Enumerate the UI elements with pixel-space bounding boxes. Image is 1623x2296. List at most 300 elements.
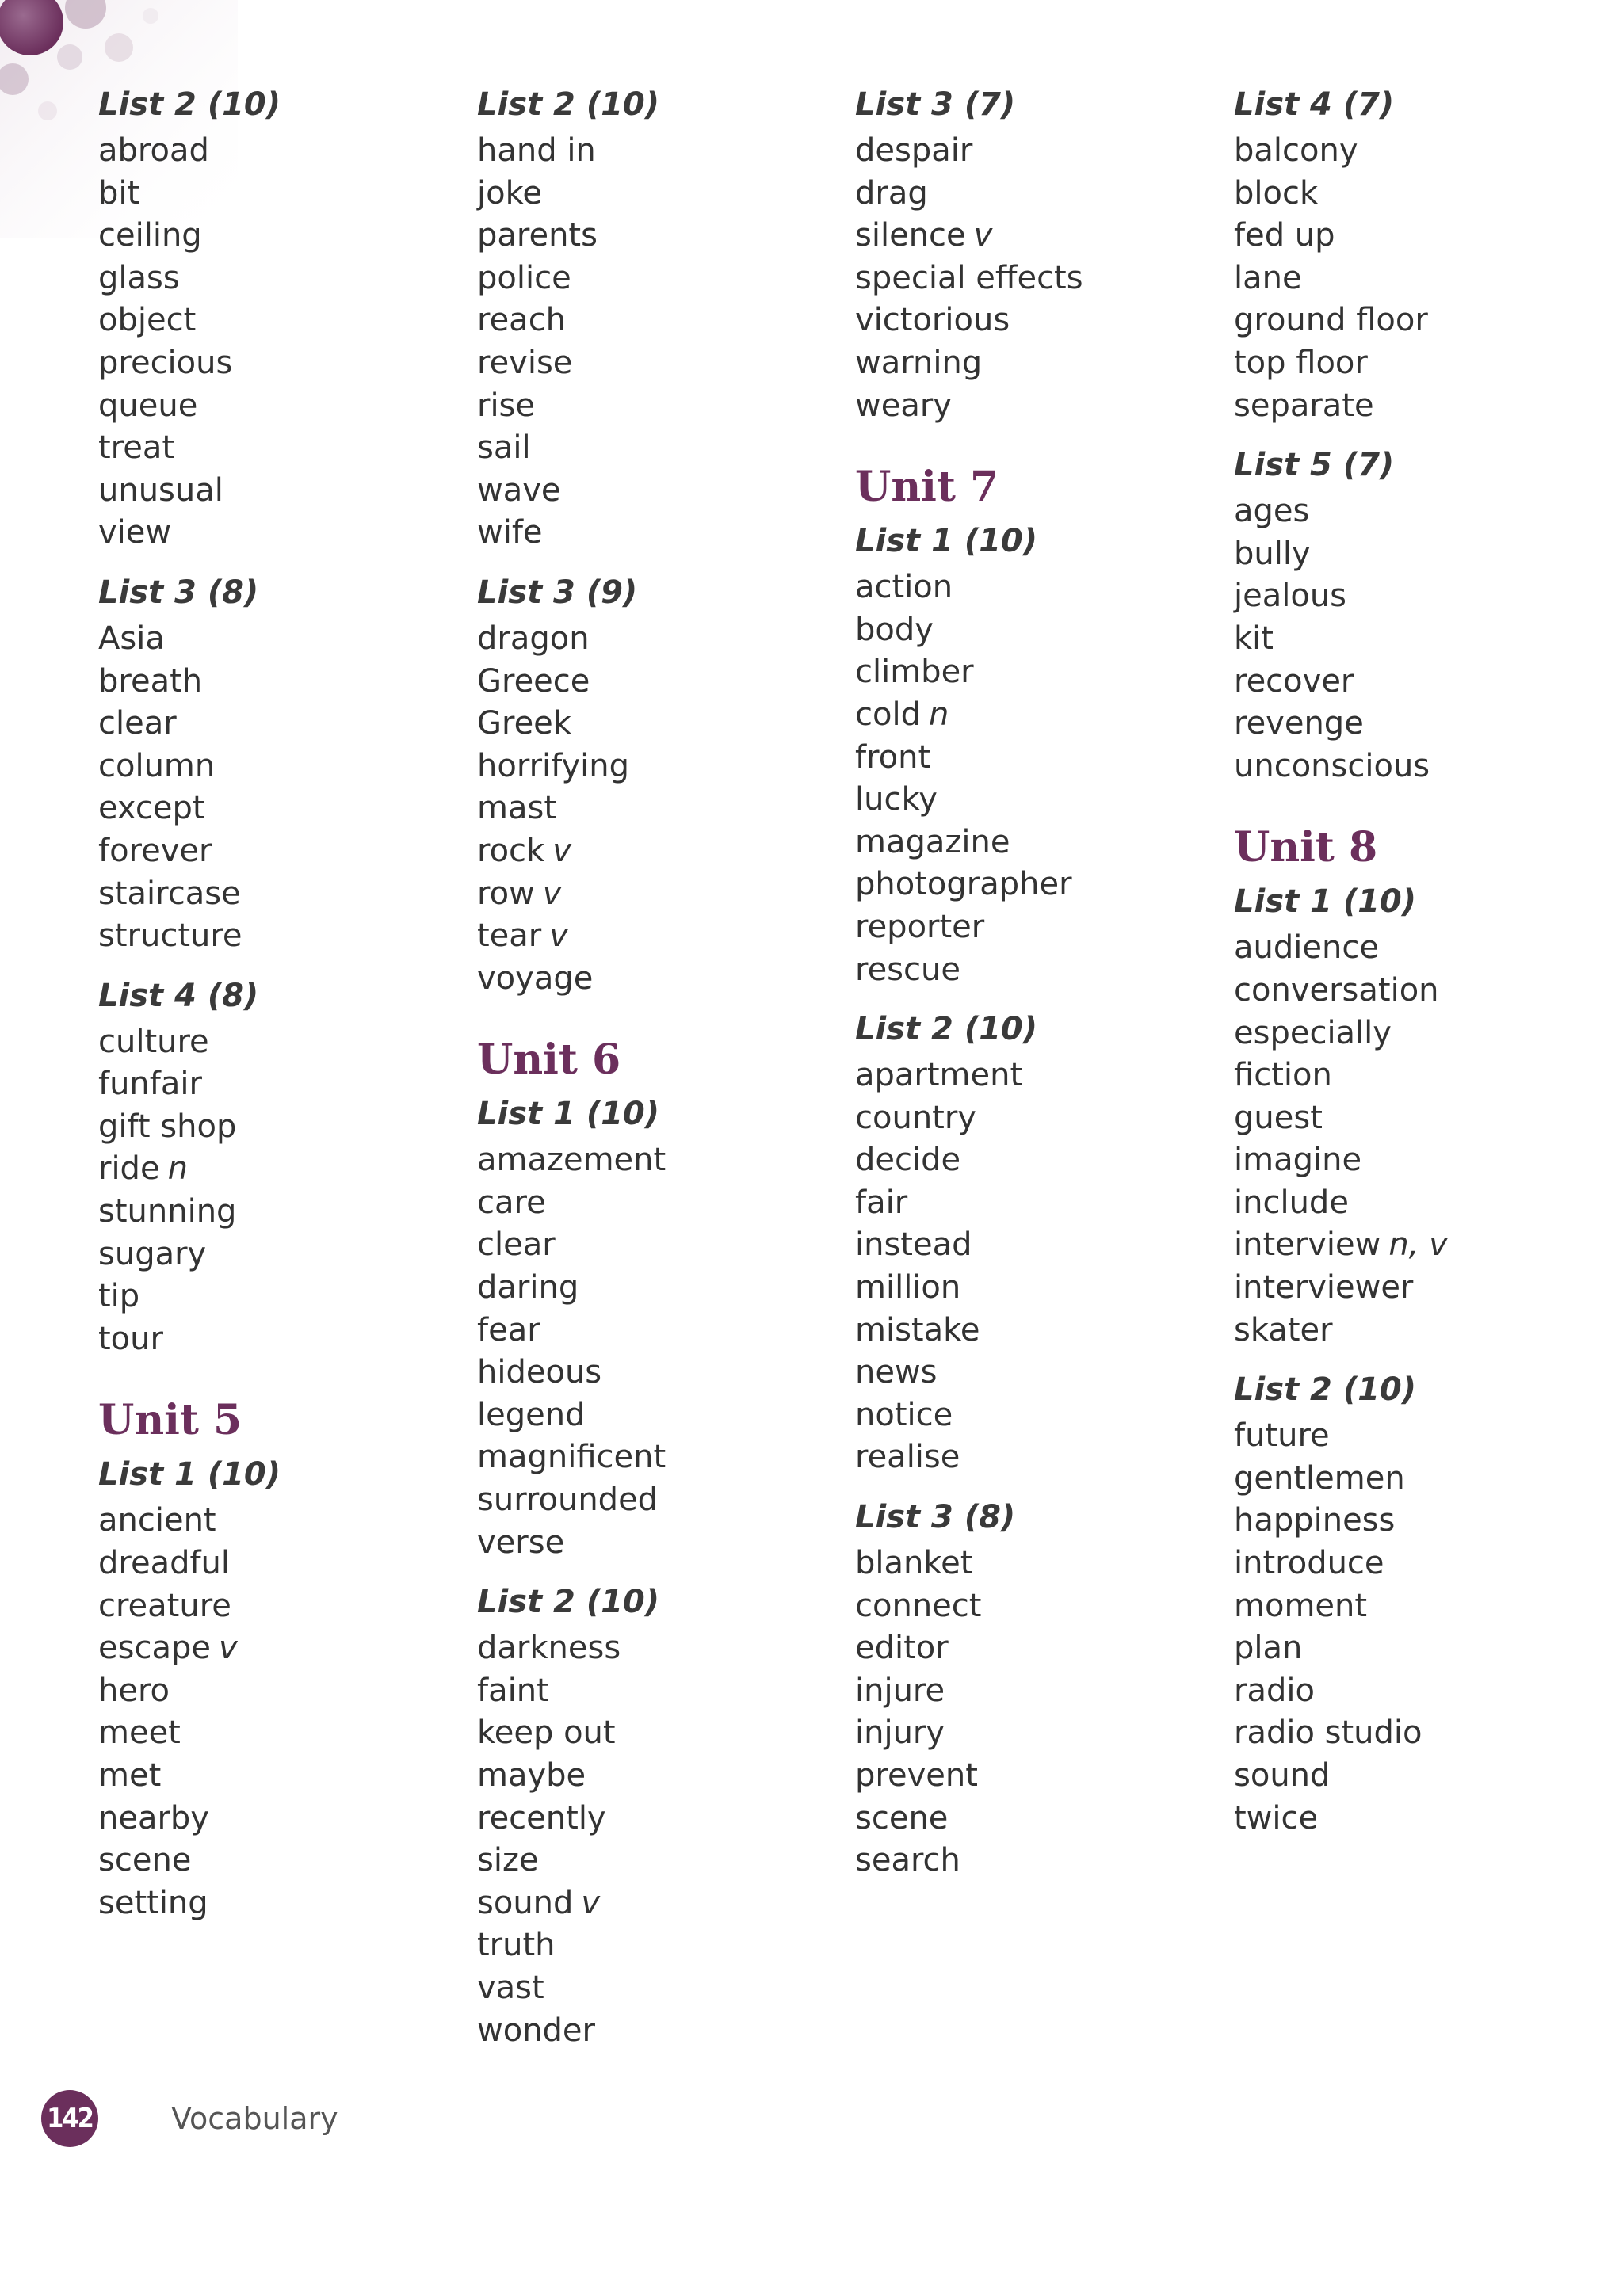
word-text: Greek [477, 705, 571, 742]
vocabulary-word [98, 1585, 447, 1628]
word-text: bit [98, 174, 140, 212]
vocabulary-word [98, 1500, 447, 1543]
word-text: tip [98, 1278, 140, 1315]
vocabulary-word [98, 1276, 447, 1318]
word-text: instead [855, 1226, 972, 1264]
word-list [855, 130, 1204, 427]
word-text: ride [98, 1150, 160, 1188]
word-text: balcony [1234, 132, 1358, 169]
vocabulary-word [98, 173, 447, 215]
vocabulary-word [855, 1840, 1204, 1882]
word-list-section [98, 971, 447, 1361]
vocabulary-word [477, 1522, 826, 1565]
word-text: Greece [477, 662, 590, 700]
word-text: million [855, 1269, 961, 1306]
part-of-speech: v [542, 875, 562, 912]
vocabulary-word [477, 1670, 826, 1713]
word-text: connect [855, 1587, 982, 1624]
vocabulary-word [477, 661, 826, 704]
vocabulary-word [98, 130, 447, 173]
word-list-section [477, 1032, 826, 1564]
vocabulary-word [1234, 1585, 1583, 1628]
word-list-section [98, 567, 447, 958]
word-text: tear [477, 917, 542, 955]
word-list-section [855, 1004, 1204, 1479]
vocabulary-word [855, 1097, 1204, 1140]
word-list-section [477, 567, 826, 1000]
vocabulary-word [477, 1627, 826, 1670]
word-text: joke [477, 174, 542, 212]
word-text: separate [1234, 387, 1374, 424]
column-4 [1234, 79, 1583, 1840]
word-text: mistake [855, 1311, 980, 1348]
word-text: culture [98, 1023, 209, 1060]
list-heading: List 2 (10) [855, 1011, 1038, 1048]
column-1 [98, 79, 447, 1924]
word-text: object [98, 302, 197, 339]
list-heading: List 4 (8) [98, 977, 259, 1014]
vocabulary-word [855, 1055, 1204, 1097]
vocabulary-word [477, 1394, 826, 1437]
vocabulary-word [477, 1840, 826, 1882]
word-text: meet [98, 1714, 181, 1752]
word-text: dragon [477, 620, 590, 657]
word-text: climber [855, 654, 974, 691]
vocabulary-word [98, 342, 447, 385]
word-list-section [1234, 1364, 1583, 1840]
word-text: recover [1234, 662, 1354, 700]
vocabulary-word [1234, 490, 1583, 533]
word-text: guest [1234, 1099, 1323, 1136]
vocabulary-word [98, 1318, 447, 1361]
word-text: interview [1234, 1226, 1381, 1264]
unit-heading: Unit 6 [477, 1035, 621, 1085]
vocabulary-word [1234, 533, 1583, 576]
word-text: silence [855, 217, 966, 254]
word-text: victorious [855, 302, 1010, 339]
vocabulary-word [855, 1543, 1204, 1585]
vocabulary-word [855, 694, 1204, 737]
vocabulary-word [855, 1585, 1204, 1628]
word-text: precious [98, 344, 233, 381]
column-3 [855, 79, 1204, 1882]
word-text: recently [477, 1799, 606, 1836]
vocabulary-word [855, 1670, 1204, 1713]
word-text: creature [98, 1587, 231, 1624]
word-text: conversation [1234, 971, 1439, 1009]
vocabulary-word [855, 779, 1204, 822]
word-text: introduce [1234, 1545, 1384, 1582]
vocabulary-word [477, 703, 826, 746]
vocabulary-word [477, 1352, 826, 1394]
vocabulary-word [477, 873, 826, 916]
vocabulary-word [1234, 1139, 1583, 1182]
word-text: moment [1234, 1587, 1368, 1624]
list-heading: List 5 (7) [1234, 447, 1395, 484]
vocabulary-word [855, 1267, 1204, 1310]
word-text: magazine [855, 823, 1010, 860]
word-text: parents [477, 217, 598, 254]
word-text: interviewer [1234, 1269, 1414, 1306]
vocabulary-word [477, 830, 826, 873]
word-text: wave [477, 471, 561, 509]
unit-heading: Unit 7 [855, 463, 999, 512]
word-list-section [855, 1492, 1204, 1882]
list-heading: List 1 (10) [98, 1456, 281, 1493]
vocabulary-word [477, 958, 826, 1001]
vocabulary-word [855, 1310, 1204, 1352]
word-text: size [477, 1842, 539, 1879]
part-of-speech: v [973, 217, 993, 254]
vocabulary-word [98, 1543, 447, 1585]
word-list [477, 130, 826, 555]
vocabulary-word [1234, 1627, 1583, 1670]
vocabulary-word [1234, 927, 1583, 970]
word-text: cold [855, 696, 921, 733]
vocabulary-word [1234, 173, 1583, 215]
word-list [477, 1139, 826, 1564]
vocabulary-word [477, 915, 826, 958]
word-text: fed up [1234, 217, 1335, 254]
word-text: police [477, 259, 571, 296]
vocabulary-word [477, 1224, 826, 1267]
vocabulary-word [1234, 746, 1583, 788]
word-list-section [855, 79, 1204, 427]
vocabulary-word [855, 737, 1204, 780]
word-text: sound [477, 1884, 574, 1921]
vocabulary-word [477, 1310, 826, 1352]
vocabulary-word [98, 1021, 447, 1064]
vocabulary-word [1234, 299, 1583, 342]
word-text: rock [477, 832, 545, 869]
vocabulary-word [98, 830, 447, 873]
vocabulary-word [855, 130, 1204, 173]
vocabulary-word [477, 1479, 826, 1522]
vocabulary-word [477, 1182, 826, 1225]
word-text: news [855, 1354, 938, 1391]
word-text: kit [1234, 620, 1274, 657]
word-text: sugary [98, 1235, 207, 1272]
list-heading: List 1 (10) [855, 523, 1038, 560]
word-text: imagine [1234, 1142, 1362, 1179]
word-text: lane [1234, 259, 1302, 296]
word-text: top floor [1234, 344, 1368, 381]
vocabulary-word [1234, 130, 1583, 173]
word-text: maybe [477, 1757, 586, 1794]
unit-heading: Unit 5 [98, 1396, 242, 1445]
word-text: ground floor [1234, 302, 1428, 339]
vocabulary-word [1234, 575, 1583, 618]
vocabulary-word [855, 566, 1204, 609]
vocabulary-word [98, 1712, 447, 1755]
word-text: wonder [477, 2012, 595, 2049]
word-text: hand in [477, 132, 596, 169]
word-text: unconscious [1234, 747, 1430, 784]
column-2 [477, 79, 826, 2052]
word-text: include [1234, 1184, 1349, 1221]
part-of-speech: v [549, 917, 568, 955]
word-text: dreadful [98, 1545, 231, 1582]
word-text: faint [477, 1672, 549, 1709]
list-heading: List 2 (10) [1234, 1371, 1417, 1409]
vocabulary-word [98, 1148, 447, 1191]
word-text: front [855, 738, 931, 776]
vocabulary-word [855, 609, 1204, 652]
vocabulary-word [855, 257, 1204, 300]
word-text: blanket [855, 1545, 973, 1582]
word-text: except [98, 790, 205, 827]
vocabulary-word [98, 618, 447, 661]
word-text: wife [477, 514, 543, 551]
vocabulary-word [477, 215, 826, 257]
word-text: voyage [477, 959, 594, 997]
vocabulary-word [98, 1840, 447, 1882]
vocabulary-word [98, 1627, 447, 1670]
word-text: audience [1234, 929, 1379, 967]
vocabulary-word [855, 1394, 1204, 1437]
word-text: happiness [1234, 1502, 1396, 1539]
vocabulary-word [477, 173, 826, 215]
word-text: sound [1234, 1757, 1331, 1794]
vocabulary-word [855, 385, 1204, 428]
vocabulary-word [477, 1267, 826, 1310]
vocabulary-word [477, 788, 826, 830]
word-text: legend [477, 1396, 586, 1433]
word-list [855, 1543, 1204, 1882]
vocabulary-word [1234, 1310, 1583, 1352]
word-text: structure [98, 917, 242, 955]
vocabulary-word [1234, 1415, 1583, 1458]
word-text: decide [855, 1142, 961, 1179]
vocabulary-word [1234, 1182, 1583, 1225]
vocabulary-word [1234, 703, 1583, 746]
list-heading: List 2 (10) [477, 86, 660, 123]
vocabulary-word [98, 1882, 447, 1925]
word-text: ceiling [98, 217, 202, 254]
vocabulary-word [477, 1755, 826, 1798]
word-text: twice [1234, 1799, 1319, 1836]
word-text: clear [477, 1226, 556, 1264]
word-text: gentlemen [1234, 1459, 1405, 1497]
word-text: injury [855, 1714, 945, 1752]
vocabulary-word [855, 1712, 1204, 1755]
vocabulary-word [477, 746, 826, 788]
word-text: horrifying [477, 747, 630, 784]
word-text: editor [855, 1630, 949, 1667]
vocabulary-word [477, 2010, 826, 2053]
word-text: weary [855, 387, 952, 424]
word-text: gift shop [98, 1108, 237, 1145]
word-list-section [1234, 819, 1583, 1352]
word-text: verse [477, 1524, 565, 1561]
vocabulary-word [477, 1798, 826, 1840]
page-footer [41, 2088, 338, 2149]
word-text: drag [855, 174, 928, 212]
word-text: tour [98, 1320, 163, 1357]
vocabulary-word [1234, 1798, 1583, 1840]
word-list [855, 566, 1204, 991]
vocabulary-word [98, 512, 447, 555]
vocabulary-word [1234, 1712, 1583, 1755]
word-text: magnificent [477, 1439, 666, 1476]
word-text: keep out [477, 1714, 616, 1752]
word-text: row [477, 875, 535, 912]
word-text: ages [1234, 493, 1310, 530]
word-text: revise [477, 344, 573, 381]
vocabulary-word [1234, 385, 1583, 428]
part-of-speech: n, v [1388, 1226, 1448, 1264]
word-text: especially [1234, 1014, 1392, 1051]
vocabulary-word [1234, 1458, 1583, 1501]
word-text: bully [1234, 535, 1311, 572]
word-text: reporter [855, 908, 985, 945]
vocabulary-word [477, 1882, 826, 1925]
vocabulary-word [1234, 1055, 1583, 1097]
word-text: surrounded [477, 1482, 659, 1519]
word-text: country [855, 1099, 976, 1136]
word-text: future [1234, 1417, 1330, 1455]
vocabulary-word [1234, 1500, 1583, 1543]
vocabulary-word [855, 949, 1204, 992]
word-list [855, 1055, 1204, 1479]
word-text: amazement [477, 1142, 666, 1179]
word-text: warning [855, 344, 983, 381]
vocabulary-word [477, 385, 826, 428]
vocabulary-word [855, 906, 1204, 949]
word-text: unusual [98, 471, 223, 509]
vocabulary-word [477, 257, 826, 300]
word-text: funfair [98, 1066, 202, 1103]
list-heading: List 2 (10) [477, 1584, 660, 1621]
word-list [477, 618, 826, 1000]
vocabulary-word [1234, 1013, 1583, 1055]
word-text: care [477, 1184, 546, 1221]
list-heading: List 3 (7) [855, 86, 1016, 123]
word-text: photographer [855, 866, 1072, 903]
word-text: abroad [98, 132, 209, 169]
vocabulary-word [1234, 342, 1583, 385]
vocabulary-word [855, 1352, 1204, 1394]
word-text: revenge [1234, 705, 1364, 742]
word-list [98, 1021, 447, 1361]
word-list [1234, 130, 1583, 427]
word-text: action [855, 569, 953, 606]
word-text: setting [98, 1884, 208, 1921]
vocabulary-word [477, 299, 826, 342]
vocabulary-word [855, 1436, 1204, 1479]
vocabulary-word [1234, 1224, 1583, 1267]
word-text: ancient [98, 1502, 216, 1539]
word-list [1234, 927, 1583, 1352]
vocabulary-word [855, 822, 1204, 864]
word-text: special effects [855, 259, 1083, 296]
word-text: treat [98, 429, 175, 467]
part-of-speech: v [552, 832, 571, 869]
word-text: apartment [855, 1057, 1023, 1094]
vocabulary-word [98, 1106, 447, 1149]
word-text: scene [855, 1799, 949, 1836]
word-text: scene [98, 1842, 192, 1879]
word-text: lucky [855, 781, 938, 818]
vocabulary-word [855, 864, 1204, 906]
vocabulary-word [1234, 1670, 1583, 1713]
vocabulary-word [855, 1627, 1204, 1670]
vocabulary-word [98, 746, 447, 788]
vocabulary-word [477, 130, 826, 173]
word-text: block [1234, 174, 1319, 212]
word-text: hero [98, 1672, 170, 1709]
vocabulary-word [855, 1224, 1204, 1267]
page-number-badge: 142 [41, 2090, 98, 2147]
word-list-section [477, 79, 826, 555]
word-text: met [98, 1757, 162, 1794]
vocabulary-word [477, 1712, 826, 1755]
word-list [98, 130, 447, 555]
vocabulary-word [1234, 1267, 1583, 1310]
unit-heading: Unit 8 [1234, 823, 1378, 872]
word-text: radio studio [1234, 1714, 1423, 1752]
list-heading: List 4 (7) [1234, 86, 1395, 123]
vocabulary-word [1234, 970, 1583, 1013]
vocabulary-word [98, 215, 447, 257]
word-text: clear [98, 705, 177, 742]
word-text: stunning [98, 1193, 237, 1230]
vocabulary-word [98, 1670, 447, 1713]
word-text: search [855, 1842, 960, 1879]
vocabulary-word [477, 512, 826, 555]
vocabulary-word [98, 873, 447, 916]
vocabulary-word [98, 1798, 447, 1840]
vocabulary-word [477, 1139, 826, 1182]
word-list-section [98, 1392, 447, 1924]
part-of-speech: v [218, 1630, 238, 1667]
vocabulary-word [98, 1191, 447, 1234]
vocabulary-word [477, 1967, 826, 2010]
vocabulary-word [855, 342, 1204, 385]
vocabulary-word [98, 1063, 447, 1106]
vocabulary-word [855, 299, 1204, 342]
vocabulary-word [98, 299, 447, 342]
word-text: despair [855, 132, 973, 169]
word-text: breath [98, 662, 203, 700]
word-list [477, 1627, 826, 2052]
word-list-section [855, 459, 1204, 991]
vocabulary-word [1234, 1543, 1583, 1585]
part-of-speech: n [167, 1150, 188, 1188]
vocabulary-word [98, 661, 447, 704]
word-text: jealous [1234, 578, 1347, 615]
list-heading: List 1 (10) [1234, 883, 1417, 921]
vocabulary-word [98, 257, 447, 300]
word-text: escape [98, 1630, 211, 1667]
vocabulary-word [477, 342, 826, 385]
vocabulary-word [477, 1436, 826, 1479]
word-text: body [855, 611, 934, 648]
vocabulary-word [98, 915, 447, 958]
part-of-speech: v [581, 1884, 601, 1921]
word-text: forever [98, 832, 212, 869]
vocabulary-word [1234, 1755, 1583, 1798]
word-text: hideous [477, 1354, 602, 1391]
word-text: rescue [855, 951, 960, 988]
word-text: reach [477, 302, 567, 339]
word-text: daring [477, 1269, 579, 1306]
vocabulary-word [1234, 215, 1583, 257]
word-text: view [98, 514, 172, 551]
word-list-section [98, 79, 447, 555]
word-text: injure [855, 1672, 945, 1709]
word-text: fiction [1234, 1057, 1332, 1094]
